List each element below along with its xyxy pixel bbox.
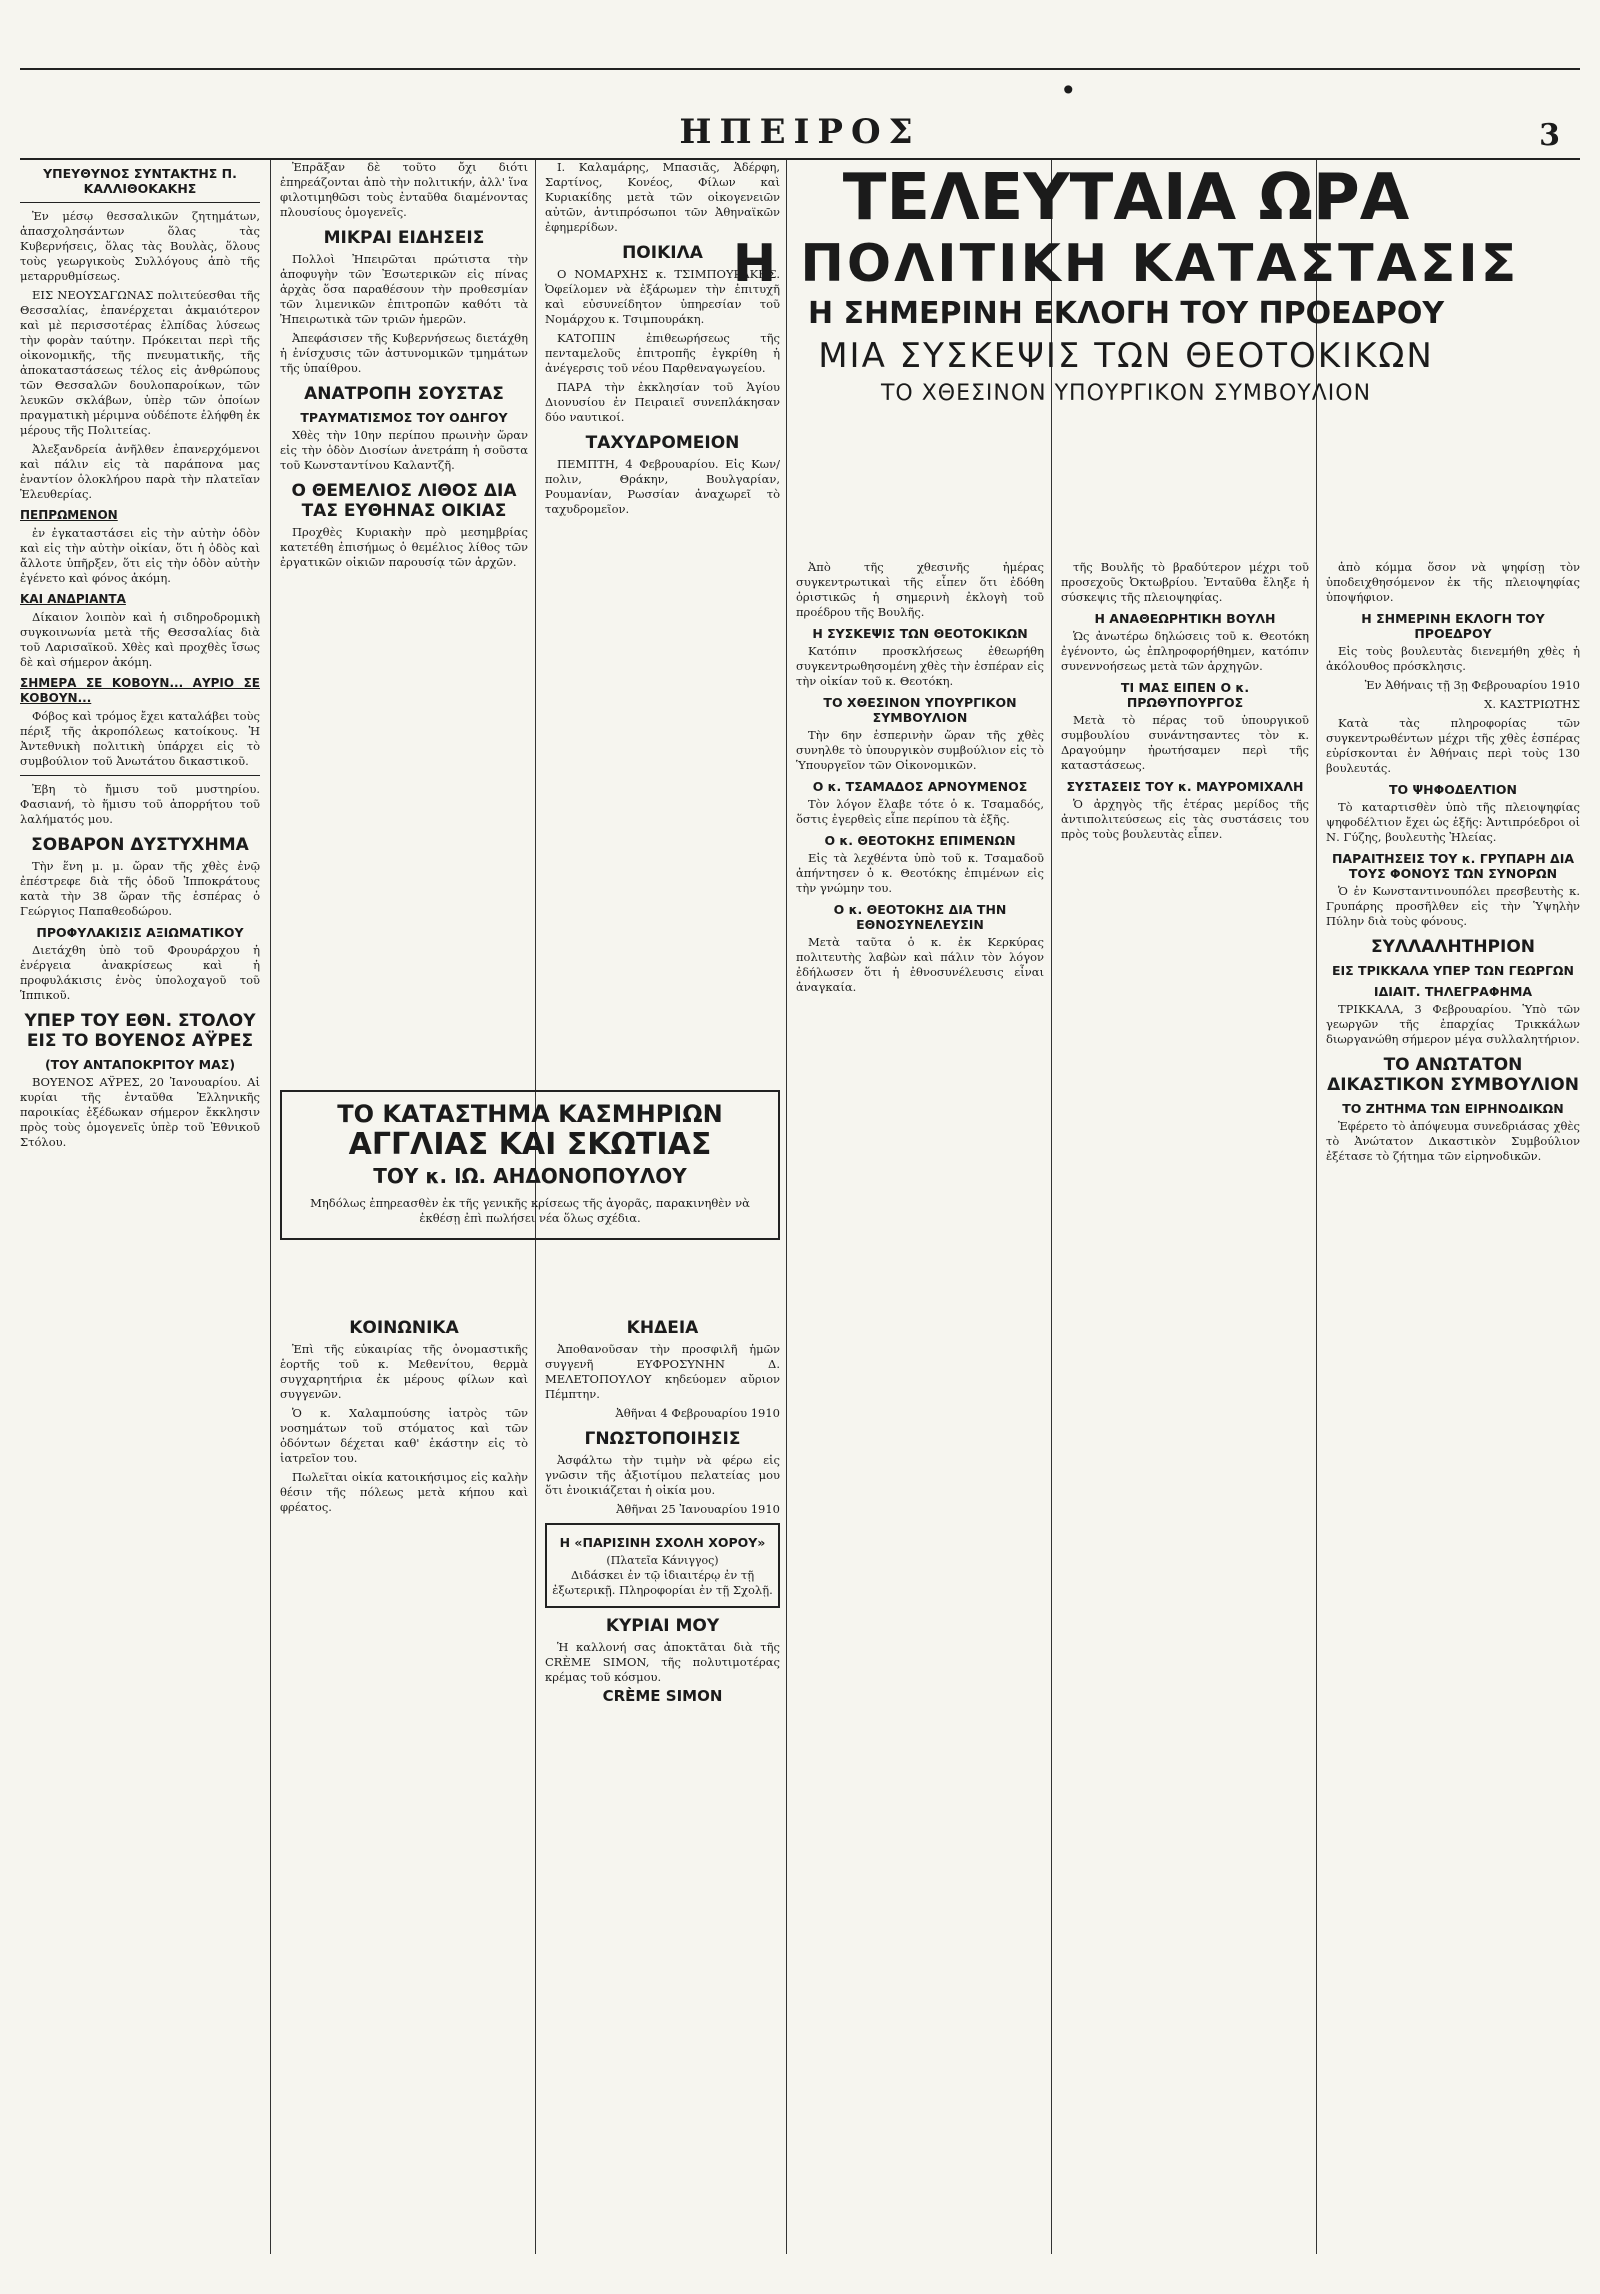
ad-box (280, 1090, 780, 1240)
article-paragraph: Τὸν λόγον ἔλαβε τότε ὁ κ. Τσαμαδός, ὅστις ἐγερθεὶς εἶπε περίπου τὰ ἑξῆς. (796, 797, 1044, 826)
article-paragraph: ΠΕΜΠΤΗ, 4 Φεβρουαρίου. Εἰς Κων/πολιν, Θράκην, Βουλγαρίαν, Ρουμανίαν, Ρωσσίαν ἀναχωρεῖ τὸ ταχυδρομεῖον. (545, 457, 780, 516)
section-heading: ΑΝΑΤΡΟΠΗ ΣΟΥΣΤΑΣ (304, 384, 504, 404)
article-paragraph: ΚΑΤΟΠΙΝ ἐπιθεωρήσεως τῆς πενταμελοῦς ἐπιτροπῆς ἐγκρίθη ἡ ἀνέγερσις τοῦ νέου Παρθεναγωγείου. (545, 331, 780, 375)
section-heading: Η ΣΥΣΚΕΨΙΣ ΤΩΝ ΘΕΟΤΟΚΙΚΩΝ (812, 626, 1028, 641)
section-heading: ΜΙΚΡΑΙ ΕΙΔΗΣΕΙΣ (323, 228, 485, 248)
article-paragraph: Εἰς τὰ λεχθέντα ὑπὸ τοῦ κ. Τσαμαδοῦ ἀπήντησεν ὁ κ. Θεοτόκης ἐπιμένων εἰς τὴν γνώμην του. (796, 851, 1044, 895)
letter-date: Ἐν Ἀθήναις τῇ 3ῃ Φεβρουαρίου 1910 (1364, 678, 1580, 692)
section-heading: ΣΗΜΕΡΑ ΣΕ ΚΟΒΟΥΝ... ΑΥΡΙΟ ΣΕ ΚΟΒΟΥΝ... (20, 676, 260, 705)
headline-block (672, 162, 1580, 410)
masthead-top-rule (20, 68, 1580, 70)
newspaper-name: ΗΠΕΙΡΟΣ (679, 112, 921, 152)
creme-simon-label: CRÈME SIMON (602, 1687, 723, 1705)
article-paragraph: Ἐπρᾶξαν δὲ τοῦτο ὄχι διότι ἐπηρεάζονται ἀπὸ τὴν πολιτικήν, ἀλλ' ἵνα φιλοτιμηθῶσι τοὺς ἐνταῦθα διαμένοντας πλουσίους ὁμογενεῖς. (280, 160, 528, 219)
article-paragraph: Ἀπεφάσισεν τῆς Κυβερνήσεως διετάχθη ἡ ἐνίσχυσις τῶν ἀστυνομικῶν τμημάτων τῆς ὑπαίθρου. (280, 331, 528, 375)
headline-meeting: ΜΙΑ ΣΥΣΚΕΨΙΣ ΤΩΝ ΘΕΟΤΟΚΙΚΩΝ (818, 336, 1434, 376)
article-paragraph: Διετάχθη ὑπὸ τοῦ Φρουράρχου ἡ ἐνέργεια ἀνακρίσεως καὶ ἡ προφυλάκισις ἑνὸς ὑπολοχαγοῦ τοῦ Ἱππικοῦ. (20, 943, 260, 1002)
section-heading: ΚΑΙ ΑΝΔΡΙΑΝΤΑ (20, 592, 126, 606)
section-heading: ΚΥΡΙΑΙ ΜΟΥ (605, 1616, 720, 1636)
column-3-lower (545, 1310, 780, 2250)
section-heading: Ο ΘΕΜΕΛΙΟΣ ΛΙΘΟΣ ΔΙΑ ΤΑΣ ΕΥΘΗΝΑΣ ΟΙΚΙΑΣ (291, 481, 517, 521)
section-heading: ΓΝΩΣΤΟΠΟΙΗΣΙΣ (584, 1429, 741, 1449)
section-heading: ΤΑΧΥΔΡΟΜΕΙΟΝ (585, 433, 740, 453)
article-paragraph: Φόβος καὶ τρόμος ἔχει καταλάβει τοὺς πέριξ τῆς ἀκροπόλεως κατοίκους. Ἡ Ἀντεθνικὴ πολιτικὴ ὑπάρχει εἰς τὸ συμβούλιον τοῦ Ἀνωτάτου δικαστικοῦ. (20, 709, 260, 768)
section-heading: Ο κ. ΘΕΟΤΟΚΗΣ ΕΠΙΜΕΝΩΝ (824, 833, 1016, 848)
section-heading: Η ΑΝΑΘΕΩΡΗΤΙΚΗ ΒΟΥΛΗ (1094, 611, 1276, 626)
article-paragraph: ἐν ἐγκαταστάσει εἰς τὴν αὐτὴν ὁδὸν καὶ εἰς τὴν αὐτὴν οἰκίαν, ὅτι ἡ ὁδὸς καὶ ἄλλοτε ὑπῆρξεν, ὅτι εἰς τὴν ὁδὸν αὐτὴν ἐγένετο καὶ φόνος ἀκόμη. (20, 526, 260, 585)
article-paragraph: Ἐβη τὸ ἤμισυ τοῦ μυστηρίου. Φασιανή, τὸ ἥμισυ τοῦ ἀπορρήτου τοῦ λαλήματός μου. (20, 782, 260, 826)
article-paragraph: Ὁ ἐν Κωνσταντινουπόλει πρεσβευτὴς κ. Γρυπάρης προσῆλθεν εἰς τὴν Ὑψηλὴν Πύλην διὰ τοὺς φόνους. (1326, 884, 1580, 928)
column-rule (1316, 160, 1317, 2254)
article-paragraph: Δίκαιον λοιπὸν καὶ ἡ σιδηροδρομικὴ συγκοινωνία μετὰ τῆς Θεσσαλίας διὰ τοῦ Λαρισαϊκοῦ. Χθὲς καὶ προχθὲς ἴσως δὲ καὶ σήμερον ἀκόμη. (20, 610, 260, 669)
section-heading: Η ΣΗΜΕΡΙΝΗ ΕΚΛΟΓΗ ΤΟΥ ΠΡΟΕΔΡΟΥ (1361, 611, 1545, 641)
section-heading: ΤΟ ΧΘΕΣΙΝΟΝ ΥΠΟΥΡΓΙΚΟΝ ΣΥΜΒΟΥΛΙΟΝ (823, 695, 1017, 725)
section-heading: ΣΟΒΑΡΟΝ ΔΥΣΤΥΧΗΜΑ (31, 835, 249, 855)
section-subheading: ΙΔΙΑΙΤ. ΤΗΛΕΓΡΑΦΗΜΑ (1373, 984, 1533, 999)
ad-body: Διδάσκει ἐν τῷ ἰδιαιτέρῳ ἐν τῇ ἐξωτερικῇ. Πληροφορίαι ἐν τῇ Σχολῇ. (552, 1568, 773, 1597)
article-paragraph: Ὁ ἀρχηγὸς τῆς ἑτέρας μερίδος τῆς ἀντιπολιτεύσεως εἰς τὰς συστάσεις του πρὸς τοὺς βουλευτὰς εἶπεν. (1061, 797, 1309, 841)
section-heading: ΚΟΙΝΩΝΙΚΑ (349, 1318, 459, 1338)
article-paragraph: Ἀπὸ τῆς χθεσινῆς ἡμέρας συγκεντρωτικαὶ τῆς εἶπεν ὅτι ἐδόθη ὁριστικῶς ἡ σημερινὴ ἐκλογὴ τοῦ προέδρου τῆς Βουλῆς. (796, 560, 1044, 619)
cashmere-ad (280, 1080, 780, 1280)
headline-election: Η ΣΗΜΕΡΙΝΗ ΕΚΛΟΓΗ ΤΟΥ ΠΡΟΕΔΡΟΥ (807, 296, 1445, 331)
headline-political: Η ΠΟΛΙΤΙΚΗ ΚΑΤΑΣΤΑΣΙΣ (732, 234, 1520, 294)
article-paragraph: Ἀποθανοῦσαν τὴν προσφιλῆ ἡμῶν συγγενῆ ΕΥΦΡΟΣΥΝΗΝ Δ. ΜΕΛΕΤΟΠΟΥΛΟΥ κηδεύομεν αὔριον Πέμπτην. (545, 1342, 780, 1401)
article-paragraph: ἀπὸ κόμμα ὅσον νὰ ψηφίσῃ τὸν ὑποδειχθησόμενον ἐκ τῆς πλειοψηφίας ὑποψήφιον. (1326, 560, 1580, 604)
article-paragraph: Κατὰ τὰς πληροφορίας τῶν συγκεντρωθέντων μέχρι τῆς χθὲς ἑσπέρας εὑρίσκονται ἐν Ἀθήναις περὶ τοὺς 130 βουλευτάς. (1326, 716, 1580, 775)
section-subheading: ΕΙΣ ΤΡΙΚΚΑΛΑ ΥΠΕΡ ΤΩΝ ΓΕΩΡΓΩΝ (1331, 963, 1575, 978)
section-heading: Ο κ. ΤΣΑΜΑΔΟΣ ΑΡΝΟΥΜΕΝΟΣ (812, 779, 1028, 794)
article-paragraph: Ἀσφάλτω τὴν τιμὴν νὰ φέρω εἰς γνῶσιν τῆς ἀξιοτίμου πελατείας μου ὅτι ἐνοικιάζεται ἡ οἰκία μου. (545, 1453, 780, 1497)
section-heading: ΠΡΟΦΥΛΑΚΙΣΙΣ ΑΞΙΩΜΑΤΙΚΟΥ (36, 925, 244, 940)
article-paragraph: Εἰς τοὺς βουλευτὰς διενεμήθη χθὲς ἡ ἀκόλουθος πρόσκλησις. (1326, 644, 1580, 673)
article-paragraph: Πωλεῖται οἰκία κατοικήσιμος εἰς καλὴν θέσιν τῆς πόλεως μετὰ κήπου καὶ φρέατος. (280, 1470, 528, 1514)
article-paragraph: τῆς Βουλῆς τὸ βραδύτερον μέχρι τοῦ προσεχοῦς Ὀκτωβρίου. Ἐνταῦθα ἔληξε ἡ σύσκεψις τῆς πλειοψηφίας. (1061, 560, 1309, 604)
section-heading: ΤΟ ΑΝΩΤΑΤΟΝ ΔΙΚΑΣΤΙΚΟΝ ΣΥΜΒΟΥΛΙΟΝ (1327, 1055, 1579, 1095)
article-paragraph: Ι. Καλαμάρης, Μπασιᾶς, Ἀδέρφη, Σαρτίνος, Κονέος, Φίλων καὶ Κυριακίδης μετὰ τῶν οἰκογενειῶν αὐτῶν, ἀντιπρόσωποι τῶν Ἀθηναϊκῶν ἐφημερίδων. (545, 160, 780, 234)
article-paragraph: Τὴν 6ην ἑσπερινὴν ὥραν τῆς χθὲς συνηλθε τὸ ὑπουργικὸν συμβούλιον εἰς τὸ Ὑπουργεῖον τῶν Οἰκονομικῶν. (796, 728, 1044, 772)
headline-main: ΤΕΛΕΥΤΑΙΑ ΩΡΑ (842, 161, 1410, 235)
article-paragraph: Μετὰ τὸ πέρας τοῦ ὑπουργικοῦ συμβουλίου συνάντησαντες τὸν κ. Δραγούμην ἠρωτήσαμεν περὶ τῆς καταστάσεως. (1061, 713, 1309, 772)
dateline: Ἀθῆναι 25 Ἰανουαρίου 1910 (616, 1502, 780, 1516)
section-heading: ΣΥΣΤΑΣΕΙΣ ΤΟΥ κ. ΜΑΥΡΟΜΙΧΑΛΗ (1066, 779, 1304, 794)
dance-school-ad (545, 1523, 780, 1608)
article-paragraph: Ὁ κ. Χαλαμπούσης ἰατρὸς τῶν νοσημάτων τοῦ στόματος καὶ τῶν ὀδόντων δέχεται καθ' ἑκάστην εἰς τὸ ἰατρεῖον του. (280, 1406, 528, 1465)
article-paragraph: Χθὲς τὴν 10ην περίπου πρωινὴν ὥραν εἰς τὴν ὁδὸν Διοσίων ἀνετράπη ἡ σοῦστα τοῦ Κωνσταντίνου Καλαντζῆ. (280, 428, 528, 472)
column-5 (1061, 560, 1309, 2250)
ad-line1: ΤΟ ΚΑΤΑΣΤΗΜΑ ΚΑΣΜΗΡΙΩΝ (337, 1100, 723, 1128)
article-paragraph: ΤΡΙΚΚΑΛΑ, 3 Φεβρουαρίου. Ὑπὸ τῶν γεωργῶν τῆς ἐπαρχίας Τρικκάλων διωργανώθη σήμερον μέγα συλλαλητήριον. (1326, 1002, 1580, 1046)
column-2-lower (280, 1310, 528, 2250)
article-paragraph: Προχθὲς Κυριακὴν πρὸ μεσημβρίας κατετέθη ἐπισήμως ὁ θεμέλιος λίθος τῶν ἐργατικῶν οἰκιῶν παρουσίᾳ τῶν ἀρχῶν. (280, 525, 528, 569)
article-paragraph: Ὡς ἀνωτέρω δηλώσεις τοῦ κ. Θεοτόκη ἐγένοντο, ὡς ἐπληροφορήθημεν, κατόπιν συνεννοήσεως μετὰ τῶν ἀρχηγῶν. (1061, 629, 1309, 673)
column-6 (1326, 560, 1580, 2250)
section-heading: ΥΠΕΡ ΤΟΥ ΕΘΝ. ΣΤΟΛΟΥ ΕΙΣ ΤΟ ΒΟΥΕΝΟΣ ΑΫΡΕΣ (24, 1011, 256, 1051)
article-paragraph: ΒΟΥΕΝΟΣ ΑΫΡΕΣ, 20 Ἰανουαρίου. Αἱ κυρίαι τῆς ἐνταῦθα Ἑλληνικῆς παροικίας ἐξέδωκαν σήμερον ἔκκλησιν πρὸς τοὺς ὁμογενεῖς ὑπὲρ τοῦ Ἐθνικοῦ Στόλου. (20, 1075, 260, 1149)
article-paragraph: Πολλοὶ Ἠπειρῶται πρώτιστα τὴν ἀποφυγὴν τῶν Ἐσωτερικῶν εἰς πίνας ἀρχὰς ὅσα παραθέσουν τὴν προθεσμίαν τῶν λιμενικῶν ἐπιτροπῶν καθότι τὰ Ἠπειρωτικὰ τῶν τριῶν ἡμερῶν. (280, 252, 528, 326)
section-heading: ΠΑΡΑΙΤΗΣΕΙΣ ΤΟΥ κ. ΓΡΥΠΑΡΗ ΔΙΑ ΤΟΥΣ ΦΟΝΟΥΣ ΤΩΝ ΣΥΝΟΡΩΝ (1331, 851, 1575, 881)
ad-line2: ΑΓΓΛΙΑΣ ΚΑΙ ΣΚΩΤΙΑΣ (348, 1127, 712, 1162)
article-paragraph: Τὴν ἕνη μ. μ. ὥραν τῆς χθὲς ἐνῷ ἐπέστρεφε διὰ τῆς ὁδοῦ Ἱπποκράτους κατὰ τὴν 38 ὥραν τῆς ἑσπέρας ὁ Γεώργιος Παπαθεοδώρου. (20, 859, 260, 918)
column-4 (796, 560, 1044, 2250)
masthead (20, 68, 1580, 164)
letter-signature: Χ. ΚΑΣΤΡΙΩΤΗΣ (1484, 697, 1580, 711)
article-paragraph: Τὸ καταρτισθὲν ὑπὸ τῆς πλειοψηφίας ψηφοδέλτιον ἔχει ὡς ἑξῆς: Ἀντιπρόεδροι οἱ Ν. Γύζης, βουλευτὴς Ἠλείας. (1326, 800, 1580, 844)
section-subheading: ΤΡΑΥΜΑΤΙΣΜΟΣ ΤΟΥ ΟΔΗΓΟΥ (300, 410, 508, 425)
ad-line3: ΤΟΥ κ. ΙΩ. ΑΗΔΟΝΟΠΟΥΛΟΥ (373, 1164, 687, 1188)
responsible-editor: ΥΠΕΥΘΥΝΟΣ ΣΥΝΤΑΚΤΗΣ Π. ΚΑΛΛΙΘΟΚΑΚΗΣ (43, 166, 237, 196)
article-paragraph: Ἐπὶ τῆς εὐκαιρίας τῆς ὀνομαστικῆς ἑορτῆς τοῦ κ. Μεθενίτου, θερμὰ συγχαρητήρια ἐκ μέρους φίλων καὶ συγγενῶν. (280, 1342, 528, 1401)
section-subheading: (ΤΟΥ ΑΝΤΑΠΟΚΡΙΤΟΥ ΜΑΣ) (44, 1057, 236, 1072)
article-paragraph: Ἡ καλλονή σας ἀποκτᾶται διὰ τῆς CRÈME SIMON, τῆς πολυτιμοτέρας κρέμας τοῦ κόσμου. (545, 1640, 780, 1684)
ad-subtitle: (Πλατεῖα Κάνιγγος) (606, 1554, 719, 1567)
column-1 (20, 160, 260, 2254)
headline-cabinet: ΤΟ ΧΘΕΣΙΝΟΝ ΥΠΟΥΡΓΙΚΟΝ ΣΥΜΒΟΥΛΙΟΝ (880, 381, 1372, 406)
section-heading: ΣΥΛΛΑΛΗΤΗΡΙΟΝ (1370, 937, 1536, 957)
article-paragraph: Ἀλεξανδρεία ἀνῆλθεν ἐπανερχόμενοι καὶ πάλιν εἰς τὰ παράπονα μας ἐναντίον ὁλοκλήρου παρὰ τὴν πλατεῖαν Ἐλευθερίας. (20, 442, 260, 501)
section-heading: ΚΗΔΕΙΑ (626, 1318, 699, 1338)
article-paragraph: ΕΙΣ ΝΕΟΥΣΑΓΩΝΑΣ πολιτεύεσθαι τῆς Θεσσαλίας, ἐπανέρχεται ἀκμαιότερον καὶ μὲ περισσοτέρας ἐλπίδας λύσεως τὴν φορὰν ταύτην. Πρόκειται περὶ τῆς οἰκονομικῆς, τῆς πνευματικῆς, τῆς ἀποκαταστάσεως τέλος εἰς ἀνθρώπους τῶν Θεσσαλῶν δουλοπαροίκων, τῶν λευκῶν σκλάβων, ὑπὲρ τῶν ὁποίων πραγματικὴ μέριμνα οὐδέποτε ἐλήφθη ἐκ μέρους τῆς Πολιτείας. (20, 288, 260, 437)
dateline: Ἀθῆναι 4 Φεβρουαρίου 1910 (615, 1406, 780, 1420)
section-heading: ΠΟΙΚΙΛΑ (622, 243, 703, 263)
column-rule (1051, 160, 1052, 2254)
divider (20, 775, 260, 776)
article-paragraph: Ἐν μέσῳ θεσσαλικῶν ζητημάτων, ἀπασχολησάντων ὅλας τὰς Κυβερνήσεις, ὅλας τὰς Βουλὰς, ὅλους τοὺς γεωργικοὺς Συλλόγους ἀπὸ τῆς μεταρρυθμίσεως. (20, 209, 260, 283)
ad-title: Η «ΠΑΡΙΣΙΝΗ ΣΧΟΛΗ ΧΟΡΟΥ» (559, 1535, 766, 1550)
page-number: 3 (1539, 118, 1560, 153)
column-rule (270, 160, 271, 2254)
ornament-dot: • (1060, 74, 1077, 107)
divider (20, 202, 260, 203)
column-rule (786, 160, 787, 2254)
newspaper-page (20, 20, 1580, 2254)
article-paragraph: Κατόπιν προσκλήσεως ἐθεωρήθη συγκεντρωθησομένη χθὲς τὴν ἑσπέραν εἰς τὴν οἰκίαν τοῦ κ. Θεοτόκη. (796, 644, 1044, 688)
article-paragraph: Ο ΝΟΜΑΡΧΗΣ κ. ΤΣΙΜΠΟΥΡΑΚΗΣ. Ὀφείλομεν νὰ ἐξάρωμεν τὴν ἐπιτυχῆ καὶ εὐσυνείδητον ὑπηρεσίαν τοῦ Νομάρχου κ. Τσιμπουράκη. (545, 267, 780, 326)
article-paragraph: Μετὰ ταῦτα ὁ κ. ἐκ Κερκύρας πολιτευτὴς λαβὼν καὶ πάλιν τὸν λόγον ἐδήλωσεν ὅτι ἡ ἐθνοσυνέλευσις εἶναι ἀναγκαία. (796, 935, 1044, 994)
section-heading: ΤΟ ΨΗΦΟΔΕΛΤΙΟΝ (1389, 782, 1517, 797)
article-paragraph: Ἐφέρετο τὸ ἀπόψευμα συνεδριάσας χθὲς τὸ Ἀνώτατον Δικαστικὸν Συμβούλιον ἐξέτασε τὸ ζήτημα τῶν εἰρηνοδικῶν. (1326, 1119, 1580, 1163)
section-heading: Ο κ. ΘΕΟΤΟΚΗΣ ΔΙΑ ΤΗΝ ΕΘΝΟΣΥΝΕΛΕΥΣΙΝ (833, 902, 1007, 932)
section-heading: ΠΕΠΡΩΜΕΝΟΝ (20, 508, 118, 522)
section-subheading: ΤΟ ΖΗΤΗΜΑ ΤΩΝ ΕΙΡΗΝΟΔΙΚΩΝ (1342, 1101, 1564, 1116)
ad-body: Μηδόλως ἐπηρεασθὲν ἐκ τῆς γενικῆς κρίσεως τῆς ἀγορᾶς, παρακινηθὲν νὰ ἐκθέσῃ ἐπὶ πωλήσει νέα ὅλως σχέδια. (310, 1196, 750, 1225)
article-paragraph: ΠΑΡΑ τὴν ἐκκλησίαν τοῦ Ἁγίου Διονυσίου ἐν Πειραιεῖ συνεπλάκησαν δύο ναυτικοί. (545, 380, 780, 424)
section-heading: ΤΙ ΜΑΣ ΕΙΠΕΝ Ο κ. ΠΡΩΘΥΠΟΥΡΓΟΣ (1120, 680, 1250, 710)
